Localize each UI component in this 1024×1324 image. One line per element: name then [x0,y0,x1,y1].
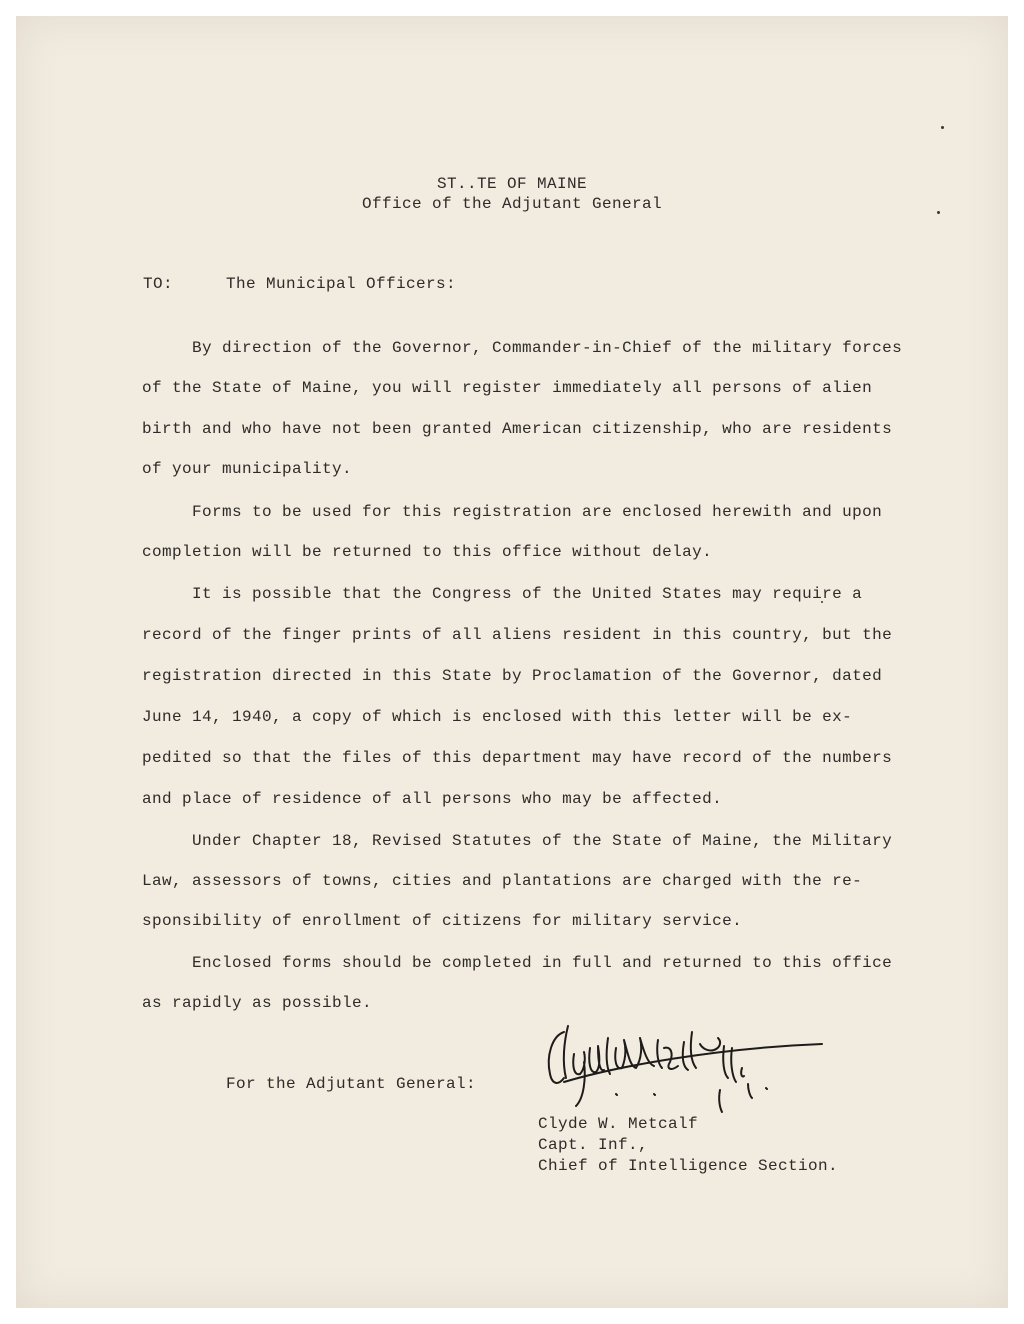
body-line: as rapidly as possible. [142,994,373,1012]
addressee: The Municipal Officers: [226,275,457,293]
handwritten-signature [538,1018,838,1128]
letterhead-office: Office of the Adjutant General [361,195,663,213]
body-line: completion will be returned to this office without delay. [142,543,713,561]
body-line: sponsibility of enrollment of citizens for military service. [142,912,743,930]
paper-speck [941,126,944,129]
closing-label: For the Adjutant General: [226,1075,477,1093]
body-line: of your municipality. [142,460,353,478]
body-line: record of the finger prints of all aliens resident in this country, but the [142,626,893,644]
body-line: and place of residence of all persons who may be affected. [142,790,723,808]
body-line: birth and who have not been granted American citizenship, who are residents [142,420,893,438]
body-line: By direction of the Governor, Commander-in-Chief of the military forces [192,339,903,357]
body-line: of the State of Maine, you will register immediately all persons of alien [142,379,873,397]
body-line: June 14, 1940, a copy of which is enclosed with this letter will be ex- [142,708,853,726]
body-line: Law, assessors of towns, cities and plantations are charged with the re- [142,872,863,890]
body-line: Under Chapter 18, Revised Statutes of the State of Maine, the Military [192,832,893,850]
signer-rank: Capt. Inf., [538,1136,649,1154]
signer-name: Clyde W. Metcalf [538,1115,699,1133]
body-line: Enclosed forms should be completed in full and returned to this office [192,954,893,972]
signer-title: Chief of Intelligence Section. [538,1157,839,1175]
body-line: registration directed in this State by Proclamation of the Governor, dated [142,667,883,685]
body-line: pedited so that the files of this department may have record of the numbers [142,749,893,767]
body-line: Forms to be used for this registration are enclosed herewith and upon [192,503,883,521]
to-label: TO: [143,275,174,293]
letterhead-state: ST..TE OF MAINE [436,175,588,193]
body-line: It is possible that the Congress of the United States may require a [192,585,863,603]
